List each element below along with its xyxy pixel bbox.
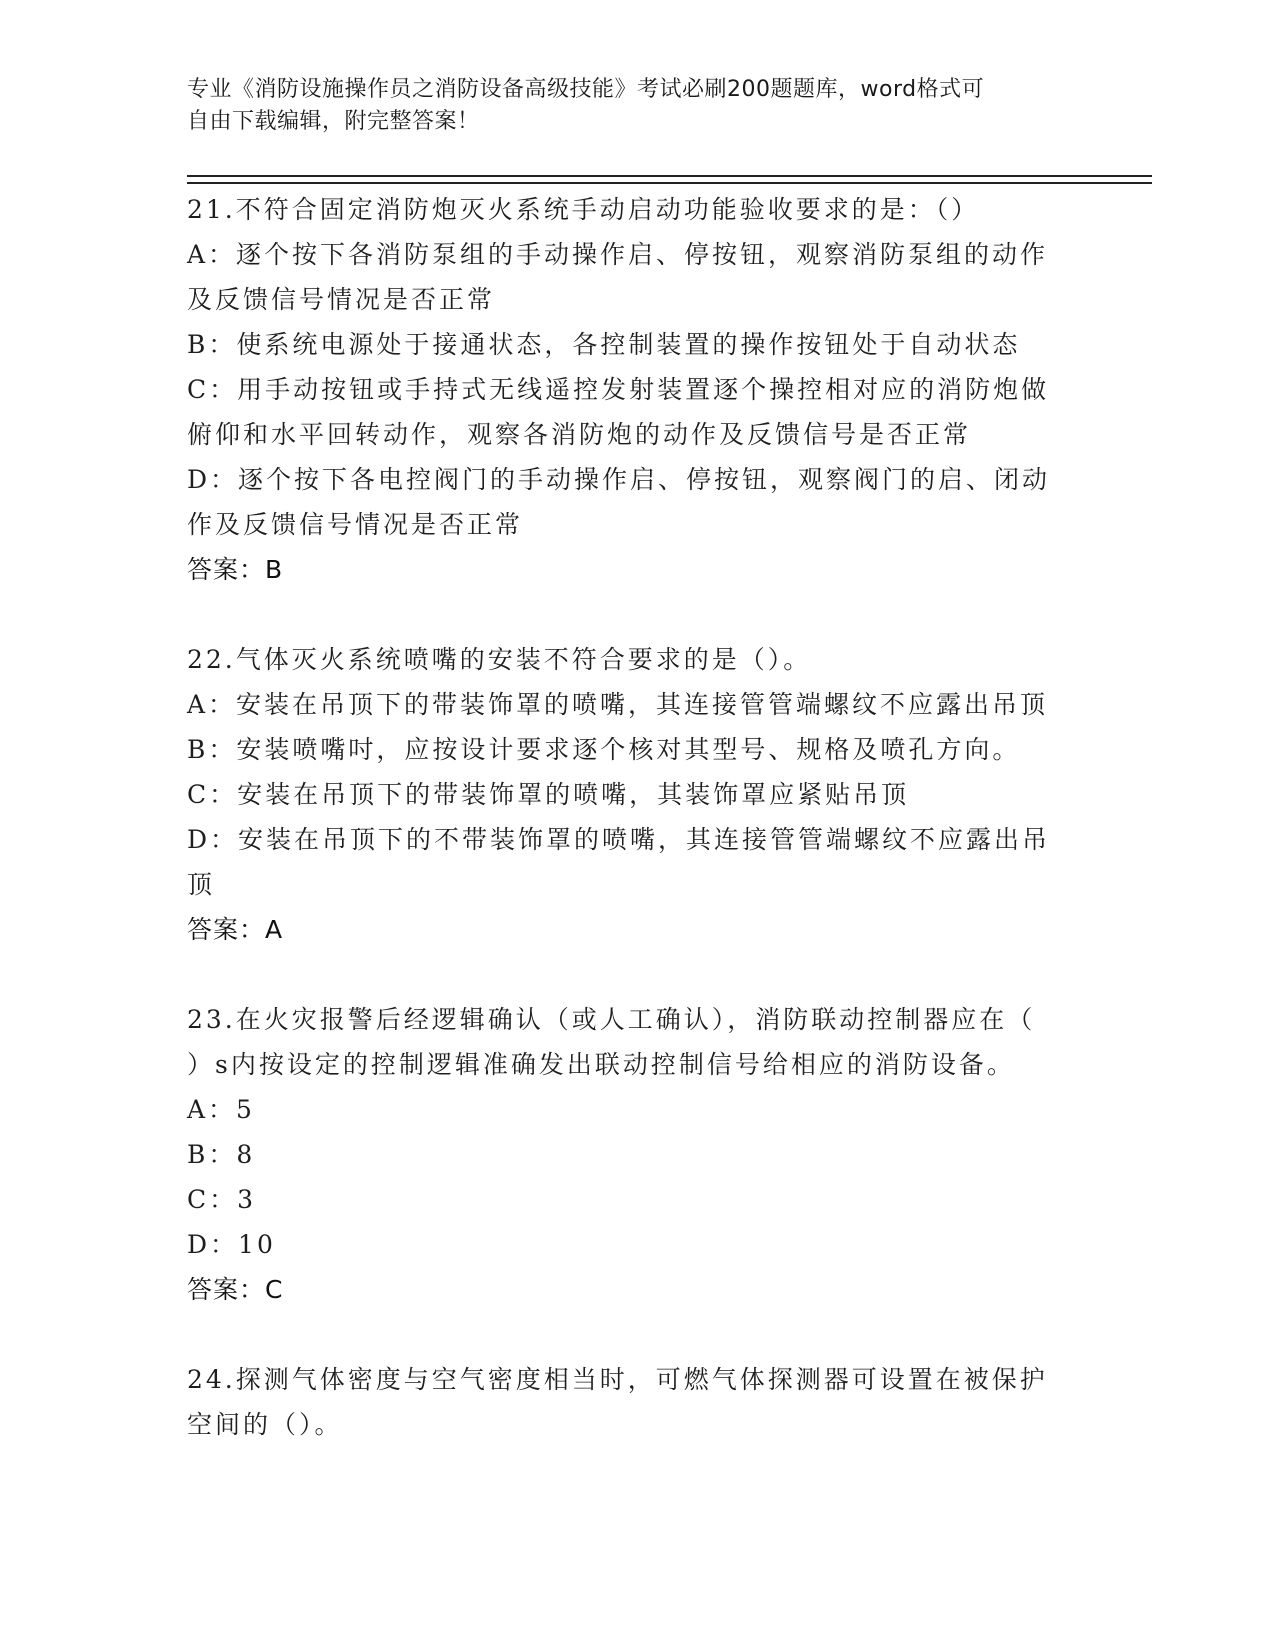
option-d: D：10 <box>187 1230 276 1259</box>
option-c: C：3 <box>187 1185 257 1214</box>
header-line-1: 专业《消防设施操作员之消防设备高级技能》考试必刷200题题库，word格式可 <box>187 77 985 102</box>
option-c: C：用手动按钮或手持式无线遥控发射装置逐个操控相对应的消防炮做 <box>187 375 1050 404</box>
header-rule-top <box>187 175 1152 177</box>
question-24 <box>187 1357 1087 1447</box>
question-spacer <box>187 1312 1087 1357</box>
answer-label: 答案：C <box>187 1275 284 1304</box>
question-stem: 21.不符合固定消防炮灭火系统手动启动功能验收要求的是：（） <box>187 195 980 224</box>
answer-label: 答案：B <box>187 555 284 584</box>
question-stem: 24.探测气体密度与空气密度相当时，可燃气体探测器可设置在被保护 <box>187 1365 1048 1394</box>
question-stem-continued: 空间的（）。 <box>187 1410 343 1439</box>
option-b: B：8 <box>187 1140 256 1169</box>
option-d: D：逐个按下各电控阀门的手动操作启、停按钮，观察阀门的启、闭动 <box>187 465 1051 494</box>
document-header <box>187 74 1067 138</box>
option-a: A：安装在吊顶下的带装饰罩的喷嘴，其连接管管端螺纹不应露出吊顶 <box>187 690 1049 719</box>
question-21 <box>187 187 1087 592</box>
option-c-continued: 俯仰和水平回转动作，观察各消防炮的动作及反馈信号是否正常 <box>187 420 972 449</box>
question-spacer <box>187 952 1087 997</box>
question-22 <box>187 637 1087 952</box>
option-a-continued: 及反馈信号情况是否正常 <box>187 285 496 314</box>
header-line-2: 自由下载编辑，附完整答案！ <box>187 109 480 134</box>
option-d-continued: 作及反馈信号情况是否正常 <box>187 510 524 539</box>
question-stem-continued: ）s内按设定的控制逻辑准确发出联动控制信号给相应的消防设备。 <box>187 1050 1015 1079</box>
answer-label: 答案：A <box>187 915 284 944</box>
option-d-continued: 顶 <box>187 870 216 899</box>
option-d: D：安装在吊顶下的不带装饰罩的喷嘴，其连接管管端螺纹不应露出吊 <box>187 825 1051 854</box>
question-stem: 22.气体灭火系统喷嘴的安装不符合要求的是（）。 <box>187 645 812 674</box>
option-c: C：安装在吊顶下的带装饰罩的喷嘴，其装饰罩应紧贴吊顶 <box>187 780 910 809</box>
option-a: A：逐个按下各消防泵组的手动操作启、停按钮，观察消防泵组的动作 <box>187 240 1049 269</box>
option-b: B：使系统电源处于接通状态，各控制装置的操作按钮处于自动状态 <box>187 330 1021 359</box>
question-23 <box>187 997 1087 1312</box>
question-stem: 23.在火灾报警后经逻辑确认（或人工确认），消防联动控制器应在（ <box>187 1005 1036 1034</box>
option-b: B：安装喷嘴吋，应按设计要求逐个核对其型号、规格及喷孔方向。 <box>187 735 1021 764</box>
question-list <box>187 187 1087 1447</box>
option-a: A：5 <box>187 1095 255 1124</box>
header-rule-bottom <box>187 182 1152 184</box>
question-spacer <box>187 592 1087 637</box>
